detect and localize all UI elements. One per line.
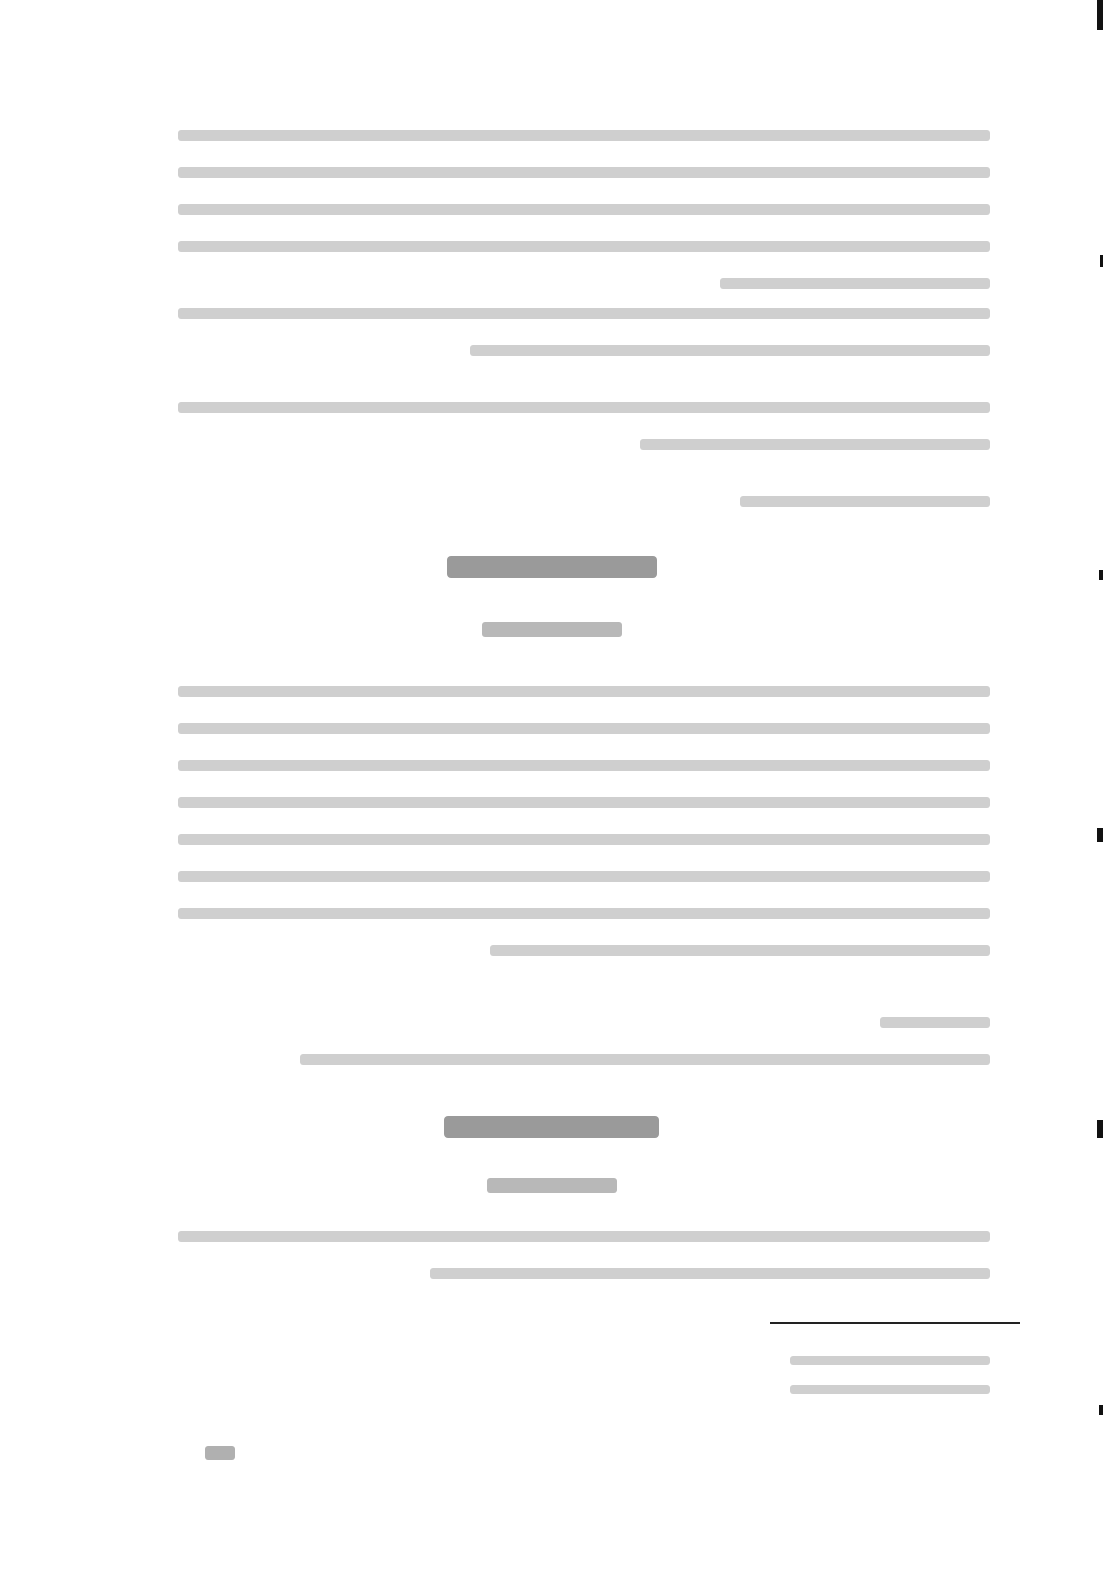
text-line <box>470 345 990 356</box>
text-line <box>178 908 990 919</box>
paragraph-block-7 <box>170 1231 990 1279</box>
entry-title-bar <box>482 622 622 637</box>
text-line <box>178 204 990 215</box>
scan-edge-mark <box>1097 828 1103 842</box>
text-line <box>178 402 990 413</box>
text-line <box>300 1054 990 1065</box>
scan-edge-mark <box>1099 570 1103 580</box>
scan-edge-mark <box>1097 1120 1103 1138</box>
footnotes <box>170 1356 990 1394</box>
text-line <box>178 130 990 141</box>
text-line <box>740 496 990 507</box>
scan-edge-mark <box>1097 0 1103 30</box>
entry-title-2 <box>0 1178 1103 1193</box>
footnote-line <box>790 1385 990 1394</box>
heading-bar <box>447 556 657 578</box>
section-heading-1 <box>0 556 1103 578</box>
paragraph-block-5 <box>170 686 990 956</box>
footnote-line <box>790 1356 990 1365</box>
text-line <box>178 308 990 319</box>
text-line <box>178 686 990 697</box>
scan-edge-mark <box>1099 1405 1103 1415</box>
page-number <box>205 1446 235 1460</box>
text-line <box>178 834 990 845</box>
section-heading-2 <box>0 1116 1103 1138</box>
text-line <box>880 1017 990 1028</box>
paragraph-block-6 <box>170 1017 990 1065</box>
footnote-separator <box>770 1322 1020 1324</box>
paragraph-block-2 <box>170 308 990 356</box>
text-line <box>430 1268 990 1279</box>
paragraph-block-3 <box>170 402 990 450</box>
text-line <box>178 723 990 734</box>
text-line <box>178 241 990 252</box>
text-line <box>178 871 990 882</box>
text-line <box>178 1231 990 1242</box>
paragraph-block-1 <box>170 130 990 289</box>
text-line <box>640 439 990 450</box>
entry-title-bar <box>487 1178 617 1193</box>
entry-title-1 <box>0 622 1103 637</box>
text-line <box>178 797 990 808</box>
heading-bar <box>444 1116 659 1138</box>
paragraph-block-4 <box>170 496 990 507</box>
text-line <box>490 945 990 956</box>
text-line <box>178 760 990 771</box>
text-line <box>178 167 990 178</box>
text-line <box>720 278 990 289</box>
